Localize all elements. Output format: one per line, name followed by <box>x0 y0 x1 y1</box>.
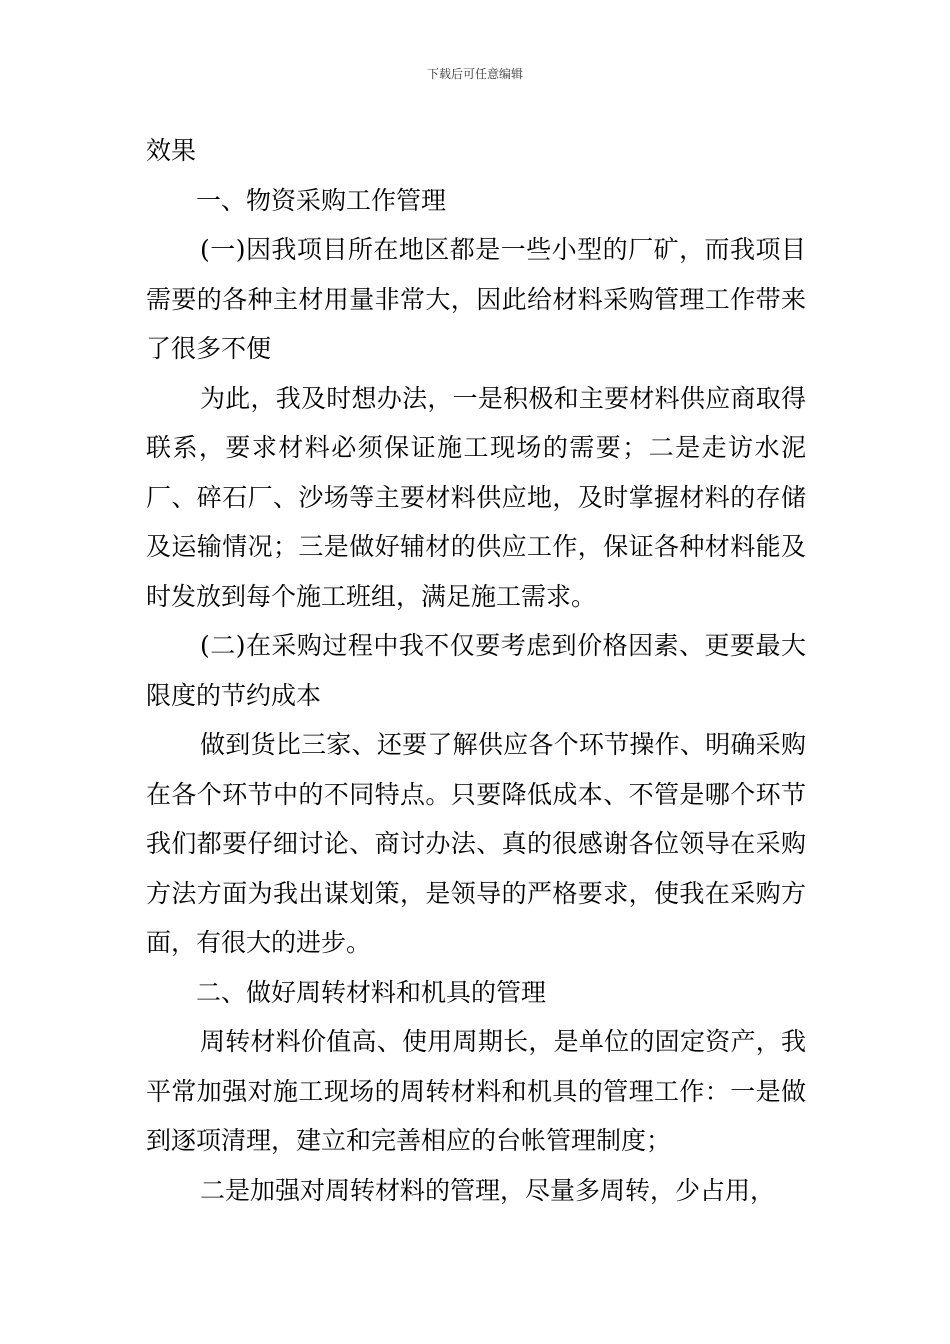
paragraph: (二)在采购过程中我不仅要考虑到价格因素、更要最大限度的节约成本 <box>146 631 806 710</box>
paragraph: 为此，我及时想办法，一是积极和主要材料供应商取得联系，要求材料必须保证施工现场的需要；二是走访水泥厂、碎石厂、沙场等主要材料供应地，及时掌握材料的存储及运输情况；三是做好辅材的供应工作，保证各种材料能及时发放到每个施工班组，满足施工需求。 <box>146 383 806 611</box>
paragraph-continuation: 效果 <box>146 136 197 165</box>
paragraph: 二是加强对周转材料的管理，尽量多周转，少占用， <box>200 1175 776 1205</box>
section-heading-2: 二、做好周转材料和机具的管理 <box>196 977 547 1007</box>
document-body <box>146 126 806 1215</box>
section-heading-1: 一、物资采购工作管理 <box>196 185 447 215</box>
paragraph: 做到货比三家、还要了解供应各个环节操作、明确采购在各个环节中的不同特点。只要降低成本、不管是哪个环节我们都要仔细讨论、商讨办法、真的很感谢各位领导在采购方法方面为我出谋划策，是领导的严格要求，使我在采购方面，有很大的进步。 <box>146 730 806 957</box>
paragraph: (一)因我项目所在地区都是一些小型的厂矿，而我项目需要的各种主材用量非常大，因此给材料采购管理工作带来了很多不便 <box>146 235 806 363</box>
paragraph: 周转材料价值高、使用周期长，是单位的固定资产，我平常加强对施工现场的周转材料和机具的管理工作：一是做到逐项清理，建立和完善相应的台帐管理制度； <box>146 1027 806 1155</box>
page-header-note: 下载后可任意编辑 <box>426 67 523 81</box>
